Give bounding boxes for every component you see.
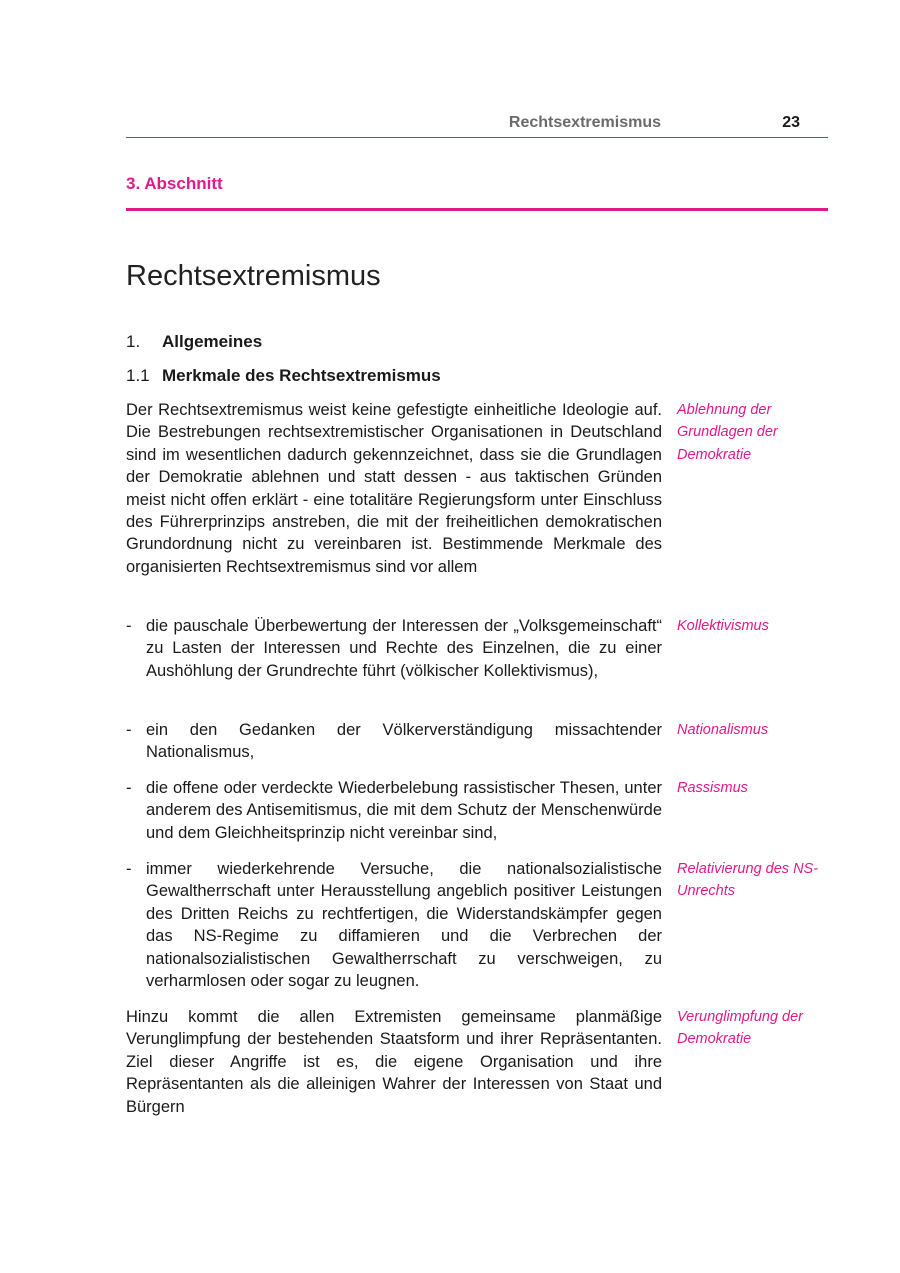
list-item [126,615,662,682]
intro-paragraph: Der Rechtsextremismus weist keine gefestigte einheitliche Ideologie auf. Die Bestrebungen rechtsextremistischer Organisationen in Deutschland sind im wesentlichen dadurch gekennzeichnet, dass sie die Grundlagen der Demokratie ablehnen und statt dessen - aus taktischen Gründen meist nicht offen erklärt - eine totalitäre Regierungsform unter Einschluss des Führerprinzips anstreben, die mit der freiheitlichen demokratischen Grundordnung nicht zu vereinbaren ist. Bestimmende Merkmale des organisierten Rechtsextremismus sind vor allem [126,401,662,576]
margin-note-kollektivismus: Kollektivismus [677,618,769,634]
list-item [126,719,662,764]
bullet-text: ein den Gedanken der Völkerverständigung missachtender Nationalismus, [146,721,662,762]
header-rule [126,137,828,138]
chapter-title: Rechtsextremismus [126,260,381,292]
heading-1-1-number: 1.1 [126,366,150,385]
heading-1-number: 1. [126,332,141,351]
margin-note-verunglimpfung: Verunglimpfung der Demokratie [677,1009,804,1048]
heading-1-text: Allgemeines [162,332,263,351]
bullet-text: die pauschale Überbewertung der Interessen der „Volksgemeinschaft“ zu Lasten der Interessen und Rechte des Einzelnen, die zu einer Aushöhlung der Grundrechte führt (völkischer Kollektivismus), [146,617,662,680]
heading-1-1-text: Merkmale des Rechtsextremismus [162,366,441,385]
margin-note-nationalismus: Nationalismus [677,722,769,738]
bullet-dash: - [126,779,132,797]
heading-1-1 [126,366,441,386]
list-item [126,858,662,992]
margin-note-ablehnung: Ablehnung der Grundlagen der Demokratie [677,402,778,463]
running-header [126,114,828,136]
section-label: 3. Abschnitt [126,174,223,193]
bullet-text: immer wiederkehrende Versuche, die nationalsozialistische Gewaltherrschaft unter Herausstellung angeblich positiver Leistungen des Dritten Reichs zu rechtfertigen, die Widerstandskämpfer gegen das NS-Regime zu diffamieren und die Verbrechen der nationalsozialistischen Gewaltherrschaft zu verschweigen, zu verharmlosen oder sogar zu leugnen. [146,860,662,991]
section-rule [126,208,828,211]
running-title: Rechtsextremismus [508,114,661,131]
page-number: 23 [782,114,800,131]
closing-paragraph: Hinzu kommt die allen Extremisten gemeinsame planmäßige Verunglimpfung der bestehenden Staatsform und ihrer Repräsentanten. Ziel dieser Angriffe ist es, die eigene Organisation und ihre Repräsentanten als die alleinigen Wahrer der Interessen von Staat und Bürgern [126,1008,662,1116]
margin-note-relativierung: Relativierung des NS-Unrechts [677,861,819,900]
bullet-dash: - [126,617,132,635]
bullet-text: die offene oder verdeckte Wiederbelebung rassistischer Thesen, unter anderem des Antisemitismus, die mit dem Schutz der Menschenwürde und dem Gleichheitsprinzip nicht vereinbar sind, [146,779,662,842]
margin-note-rassismus: Rassismus [677,780,748,796]
bullet-dash: - [126,721,132,739]
bullet-dash: - [126,860,132,878]
heading-1 [126,332,262,352]
list-item [126,777,662,844]
